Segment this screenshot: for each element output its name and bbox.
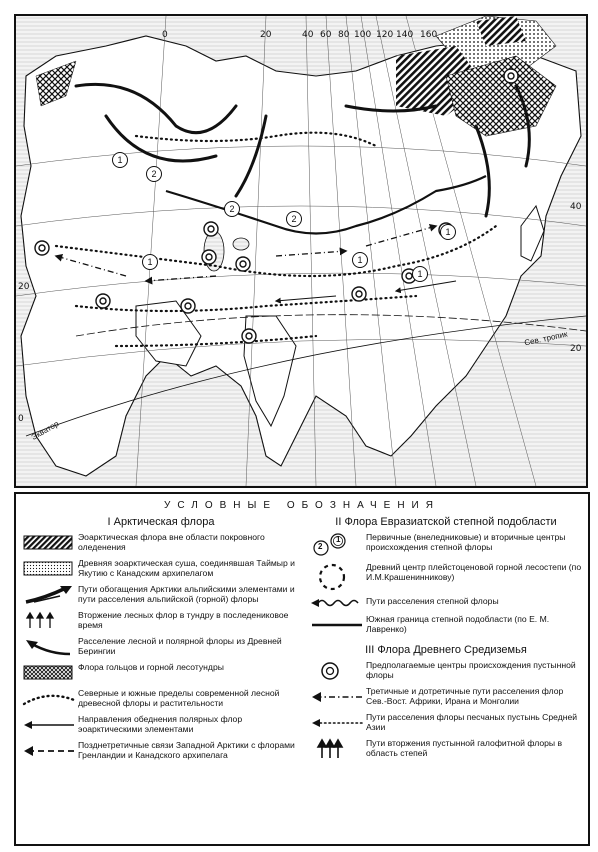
hatch-black-symbol	[20, 532, 78, 554]
center-number: 1	[445, 227, 451, 237]
legend-text: Вторжение лесных флор в тундру в последениковое время	[78, 610, 289, 631]
dotted-line-symbol	[20, 688, 78, 710]
legend-text: Древняя эоарктическая суша, соединявшая Таймыр и Якутию с Канадским архипелагом	[78, 558, 295, 579]
steppe-center-4	[224, 201, 240, 217]
section-title-arctic: I Арктическая флора	[107, 516, 215, 528]
legend-text: Пути расселения флоры песчаных пустынь Средней Азии	[366, 712, 578, 733]
steppe-center-8	[440, 224, 456, 240]
legend-text: Первичные (внеледниковые) и вторичные центры происхождения степной флоры	[366, 532, 566, 553]
up-arrows-symbol	[20, 610, 78, 632]
dash-dot-arrow-symbol	[308, 686, 366, 708]
legend-section-steppe	[308, 516, 584, 764]
legend-text: Древний центр плейстоценовой горной лесостепи (по И.М.Крашенинникову)	[366, 562, 582, 583]
lat-label-right: 40	[570, 202, 582, 212]
center-number: 1	[357, 255, 363, 265]
legend-item-double-circle	[308, 660, 584, 682]
legend-item-wavy-arrow	[308, 596, 584, 610]
circle-number-1: 1	[336, 535, 341, 544]
legend-text: Предполагаемые центры происхождения пустынной флоры	[366, 660, 576, 681]
legend-item-dashed-arrow	[20, 740, 302, 762]
legend-text: Пути вторжения пустынной галофитной флоры в область степей	[366, 738, 563, 759]
dotted-arrow-symbol	[308, 712, 366, 734]
legend-item-dash-dot-arrow	[308, 686, 584, 708]
lon-label: 160	[420, 30, 438, 40]
legend-title: УСЛОВНЫЕ ОБОЗНАЧЕНИЯ	[164, 500, 440, 511]
lon-label: 80	[338, 30, 350, 40]
lat-label-left: 0	[18, 414, 24, 424]
dotted-area-symbol	[20, 558, 78, 580]
legend-item-dotted-arrow	[308, 712, 584, 734]
legend-item-thin-arrow	[20, 714, 302, 736]
legend-item-bold-arrows	[20, 584, 302, 606]
legend-text: Южная граница степной подобласти (по Е. М. Лавренко)	[366, 614, 550, 635]
legend-text: Направления обеднения полярных флор эоарктическими элементами	[78, 714, 243, 735]
wavy-arrow-symbol	[308, 596, 366, 610]
crosshatch-symbol	[20, 662, 78, 684]
legend-text: Пути обогащения Арктики альпийскими элементами и пути расселения альпийской (горной) флоры	[78, 584, 295, 605]
legend-text: Третичные и дотретичные пути расселения флор Сев.-Вост. Африки, Ирана и Монголии	[366, 686, 564, 707]
double-circle-symbol	[308, 660, 366, 682]
dashed-circle-symbol	[308, 562, 366, 592]
circle-number-2: 2	[318, 542, 323, 551]
legend-text: Северные и южные пределы современной лесной древесной флоры и растительности	[78, 688, 280, 709]
steppe-center-1	[112, 152, 128, 168]
legend-item-dashed-circle	[308, 562, 584, 592]
legend-text: Расселение лесной и полярной флоры из Древней Берингии	[78, 636, 282, 657]
center-number: 2	[291, 214, 297, 224]
bold-arrows-symbol	[20, 584, 78, 606]
steppe-center-6	[352, 252, 368, 268]
legend-item-three-arrows	[308, 738, 584, 760]
center-number: 1	[117, 155, 123, 165]
dashed-arrow-symbol	[20, 740, 78, 762]
legend-item-circles	[308, 532, 584, 558]
legend-item-crosshatch	[20, 662, 302, 684]
legend-text: Флора гольцов и горной лесотундры	[78, 662, 224, 672]
lon-label: 40	[302, 30, 314, 40]
thin-arrow-symbol	[20, 714, 78, 736]
lat-label-right: 20	[570, 344, 582, 354]
map-drawing	[16, 16, 586, 486]
map-area	[14, 14, 588, 488]
lon-label: 20	[260, 30, 272, 40]
legend-item-dotted-line	[20, 688, 302, 710]
steppe-center-7	[412, 266, 428, 282]
legend-text: Эоарктическая флора вне области покровного оледенения	[78, 532, 265, 553]
legend-item-hatch	[20, 532, 302, 554]
steppe-center-3	[142, 254, 158, 270]
solid-line-symbol	[308, 614, 366, 636]
center-number: 2	[151, 169, 157, 179]
center-number: 1	[417, 269, 423, 279]
equator-label: Экватор	[29, 419, 61, 442]
lon-label: 140	[396, 30, 414, 40]
numbered-circles-symbol	[308, 532, 366, 558]
legend-section-arctic	[20, 516, 302, 766]
tropic-label: Сев. тропик	[523, 329, 569, 348]
legend-item-solid-line	[308, 614, 584, 636]
center-number: 1	[147, 257, 153, 267]
steppe-center-5	[286, 211, 302, 227]
lon-label: 100	[354, 30, 372, 40]
lon-label: 60	[320, 30, 332, 40]
lon-label: 0	[162, 30, 168, 40]
legend-item-curve-arrow	[20, 636, 302, 658]
section-title-steppe: II Флора Евразиатской степной подобласти	[335, 516, 557, 528]
three-arrows-symbol	[308, 738, 366, 760]
lat-label-left: 20	[18, 282, 30, 292]
steppe-center-2	[146, 166, 162, 182]
lon-label: 120	[376, 30, 394, 40]
curve-arrow-symbol	[20, 636, 78, 658]
legend-text: Позднетретичные связи Западной Арктики с флорами Гренландии и Канадского архипелага	[78, 740, 295, 761]
legend-item-dotted-area	[20, 558, 302, 580]
center-number: 2	[229, 204, 235, 214]
legend-panel	[14, 492, 590, 846]
legend-text: Пути расселения степной флоры	[366, 596, 499, 606]
legend-item-up-arrows	[20, 610, 302, 632]
section-title-mediterranean: III Флора Древнего Средиземья	[365, 644, 527, 656]
